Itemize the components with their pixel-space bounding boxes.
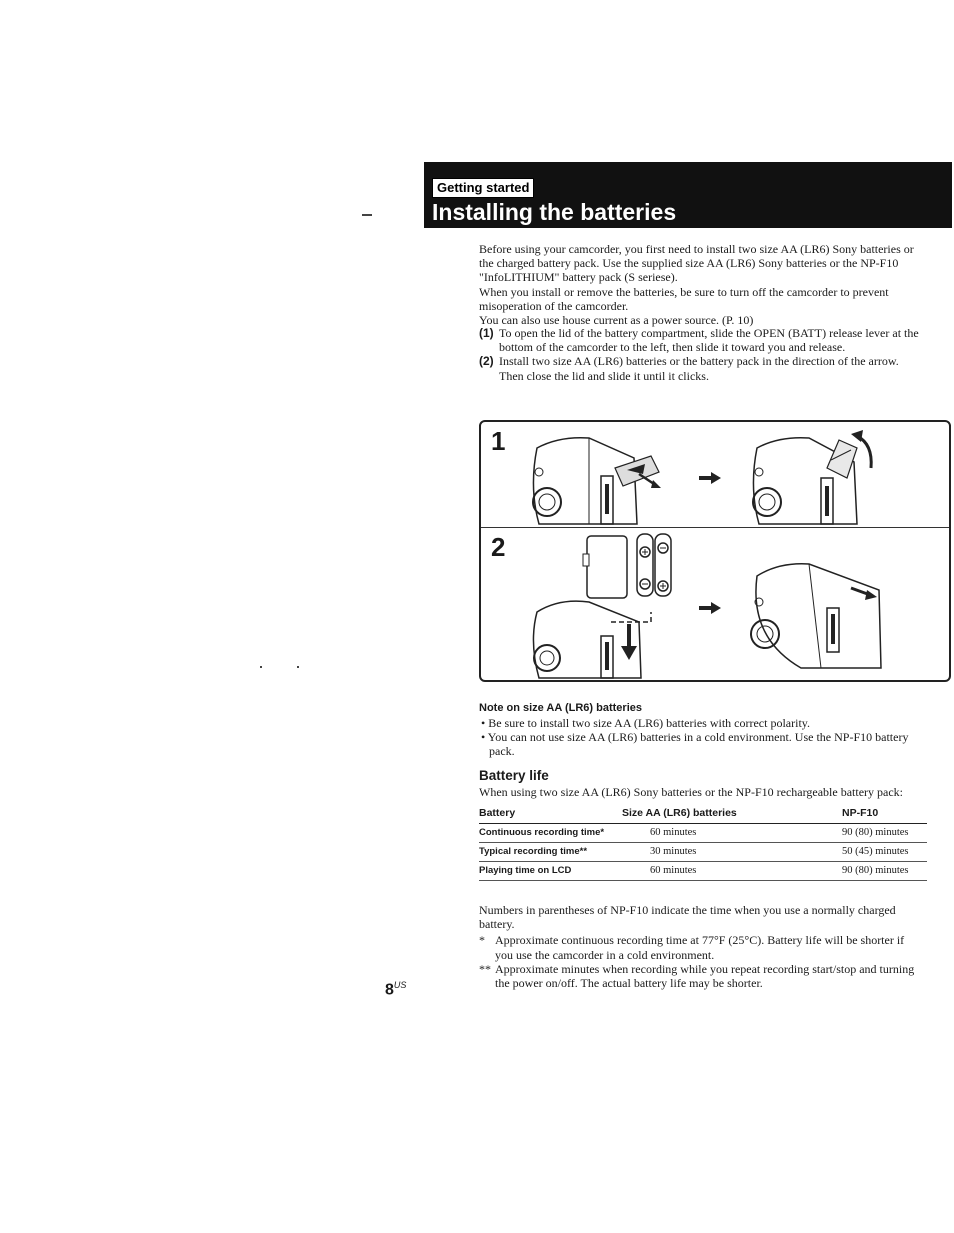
section-tag: Getting started: [432, 178, 534, 198]
step-item: [479, 326, 919, 355]
camcorder-lid-lifted-drawing: [739, 428, 889, 526]
battery-installation-illustration: [479, 420, 951, 682]
footnote-item: [479, 933, 925, 961]
page-number-value: 8: [385, 981, 394, 999]
section-header: [424, 162, 952, 228]
scan-speck: [260, 666, 262, 668]
note-item: • You can not use size AA (LR6) batteries in a cold environment. Use the NP-F10 battery pack.: [481, 730, 909, 759]
scan-speck: [297, 666, 299, 668]
intro-paragraph: You can also use house current as a power source. (P. 10): [479, 313, 754, 328]
table-row: [479, 843, 927, 862]
table-cell: 90 (80) minutes: [842, 824, 927, 843]
arrow-right-icon: [699, 472, 721, 484]
page-number-suffix: US: [393, 980, 407, 990]
footnote-item: [479, 962, 925, 990]
table-row: [479, 862, 927, 881]
table-header-row: [479, 806, 927, 824]
parentheses-note: Numbers in parentheses of NP-F10 indicate the time when you use a normally charged battery.: [479, 903, 896, 932]
intro-paragraph: Before using your camcorder, you first need to install two size AA (LR6) Sony batteries or the charged battery pack. Use the supplied size AA (LR6) Sony batteries or the NP-F10 "InfoLITHIUM" battery pack (S seriese).: [479, 242, 914, 285]
footnote-text: Approximate continuous recording time at 77°F (25°C). Battery life will be shorter if you use the camcorder in a cold environment.: [495, 933, 905, 962]
battery-life-intro: When using two size AA (LR6) Sony batteries or the NP-F10 rechargeable battery pack:: [479, 785, 904, 799]
column-header: Size AA (LR6) batteries: [622, 806, 842, 824]
camcorder-lid-closed-drawing: [739, 552, 889, 672]
step-item: [479, 354, 919, 383]
figure-step-label: 2: [491, 532, 506, 562]
step-number: (2): [479, 354, 494, 369]
note-item: • Be sure to install two size AA (LR6) batteries with correct polarity.: [481, 716, 811, 730]
step-number: (1): [479, 326, 494, 340]
step-list: [479, 326, 919, 383]
column-header: NP-F10: [842, 806, 927, 824]
step-text: To open the lid of the battery compartment, slide the OPEN (BATT) release lever at the bottom of the camcorder to the left, then slide it toward you and release.: [499, 326, 919, 355]
note-list: [479, 716, 929, 759]
camcorder-battery-insert-drawing: [519, 532, 679, 680]
footnotes: [479, 903, 925, 990]
page-number: [385, 980, 406, 999]
battery-life-title: Battery life: [479, 768, 549, 783]
intro-text: [479, 242, 924, 327]
page-title: Installing the batteries: [432, 199, 677, 225]
footnote-text: Approximate minutes when recording while you repeat recording start/stop and turning the power on/off. The actual battery life may be shorter.: [495, 961, 915, 991]
arrow-right-icon: [699, 602, 721, 614]
table-cell: 30 minutes: [622, 843, 842, 862]
table-cell: 60 minutes: [622, 824, 842, 843]
table-cell: 50 (45) minutes: [842, 843, 927, 862]
scan-speck: [362, 214, 372, 216]
intro-paragraph: When you install or remove the batteries, be sure to turn off the camcorder to prevent misoperation of the camcorder.: [479, 284, 889, 313]
battery-life-table: [479, 806, 927, 881]
row-label: Continuous recording time*: [479, 824, 622, 843]
camcorder-lid-open-drawing: [519, 428, 669, 526]
figure-divider: [481, 527, 949, 528]
table-row: [479, 824, 927, 843]
table-cell: 90 (80) minutes: [842, 862, 927, 881]
footnote-mark: *: [479, 933, 485, 948]
figure-step-label: 1: [491, 426, 506, 456]
table-cell: 60 minutes: [622, 862, 842, 881]
row-label: Typical recording time**: [479, 843, 622, 862]
note-title: Note on size AA (LR6) batteries: [479, 702, 642, 714]
column-header: Battery: [479, 806, 622, 824]
row-label: Playing time on LCD: [479, 862, 622, 881]
step-text: Install two size AA (LR6) batteries or the battery pack in the direction of the arrow. Then close the lid and slide it until it clicks.: [499, 354, 899, 383]
footnote-mark: **: [479, 961, 491, 976]
